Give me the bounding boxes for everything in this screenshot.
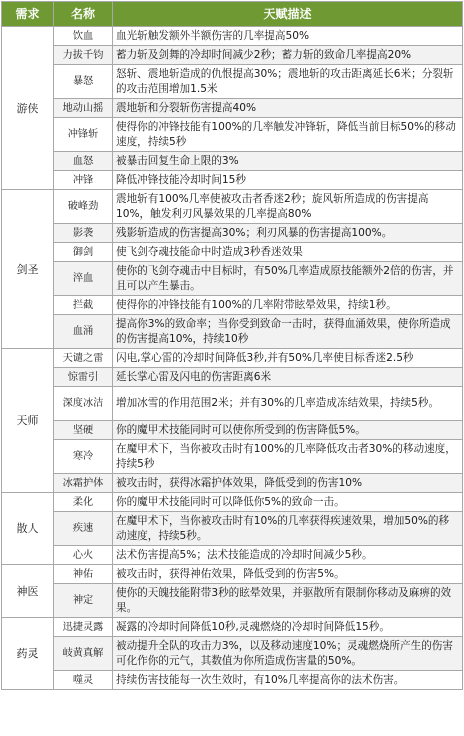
- talent-description-cell: 延长掌心雷及闪电的伤害距离6米: [113, 368, 463, 387]
- table-row: [2, 546, 463, 565]
- talent-name-cell: 岐黄真解: [54, 637, 113, 671]
- talent-description-cell: 持续伤害技能每一次生效时，有10%几率提高你的法术伤害。: [113, 671, 463, 690]
- table-row: [2, 493, 463, 512]
- talent-description-cell: 使你的天魄技能附带3秒的眩晕效果，并驱散所有限制你移动及麻痹的效果。: [113, 584, 463, 618]
- class-group: [2, 565, 463, 618]
- table-row: [2, 118, 463, 152]
- talent-description-cell: 使飞剑夺魂技能命中时造成3秒香迷效果: [113, 243, 463, 262]
- talent-name-cell: 冰霜护体: [54, 474, 113, 493]
- talent-description-cell: 增加冰雪的作用范围2米；并有30%的几率造成冻结效果，持续5秒。: [113, 387, 463, 421]
- talent-description-cell: 怒斩、震地斩造成的仇恨提高30%；震地斩的攻击距离延长6米；分裂斩的攻击范围增加1.5米: [113, 65, 463, 99]
- talent-description-cell: 在魔甲术下，当你被攻击时有10%的几率获得疾速效果，增加50%的移动速度，持续5秒。: [113, 512, 463, 546]
- class-name-cell: 天师: [2, 349, 54, 493]
- table-row: [2, 671, 463, 690]
- talent-description-cell: 被攻击时，获得神佑效果，降低受到的伤害5%。: [113, 565, 463, 584]
- table-row: [2, 46, 463, 65]
- talent-name-cell: 神定: [54, 584, 113, 618]
- talent-name-cell: 暴怒: [54, 65, 113, 99]
- talent-name-cell: 坚硬: [54, 421, 113, 440]
- table-row: [2, 171, 463, 190]
- table-row: [2, 190, 463, 224]
- talent-description-cell: 法术伤害提高5%；法术技能造成的冷却时间减少5秒。: [113, 546, 463, 565]
- talent-name-cell: 淬血: [54, 262, 113, 296]
- table-row: [2, 243, 463, 262]
- table-row: [2, 349, 463, 368]
- talent-description-cell: 使你的飞剑夺魂击中目标时，有50%几率造成原技能额外2倍的伤害，并且可以产生暴击。: [113, 262, 463, 296]
- talent-name-cell: 心火: [54, 546, 113, 565]
- table-row: [2, 224, 463, 243]
- talent-name-cell: 神佑: [54, 565, 113, 584]
- class-name-cell: 神医: [2, 565, 54, 618]
- talent-description-cell: 震地斩和分裂斩伤害提高40%: [113, 99, 463, 118]
- talent-description-cell: 被暴击回复生命上限的3%: [113, 152, 463, 171]
- class-group: [2, 27, 463, 190]
- talent-description-cell: 在魔甲术下，当你被攻击时有100%的几率降低攻击者30%的移动速度，持续5秒: [113, 440, 463, 474]
- table-row: [2, 65, 463, 99]
- talent-name-cell: 寒冷: [54, 440, 113, 474]
- talent-name-cell: 地动山摇: [54, 99, 113, 118]
- class-name-cell: 游侠: [2, 27, 54, 190]
- class-name-cell: 药灵: [2, 618, 54, 690]
- talent-name-cell: 疾速: [54, 512, 113, 546]
- class-name-cell: 剑圣: [2, 190, 54, 349]
- table-row: [2, 637, 463, 671]
- table-row: [2, 421, 463, 440]
- talent-description-cell: 使得你的冲锋技能有100%的几率附带眩晕效果，持续1秒。: [113, 296, 463, 315]
- talent-description-cell: 蓄力斩及剑舞的冷却时间减少2秒；蓄力斩的致命几率提高20%: [113, 46, 463, 65]
- talent-name-cell: 迅捷灵露: [54, 618, 113, 637]
- table-row: [2, 296, 463, 315]
- talent-name-cell: 深度冰洁: [54, 387, 113, 421]
- table-row: [2, 565, 463, 584]
- talent-name-cell: 拦截: [54, 296, 113, 315]
- talent-description-cell: 降低冲锋技能冷却时间15秒: [113, 171, 463, 190]
- class-group: [2, 493, 463, 565]
- table-row: [2, 368, 463, 387]
- table-header: [2, 2, 463, 27]
- talent-description-cell: 凝露的冷却时间降低10秒,灵魂燃烧的冷却时间降低15秒。: [113, 618, 463, 637]
- table-row: [2, 512, 463, 546]
- table-row: [2, 99, 463, 118]
- header-class: 需求: [2, 2, 54, 27]
- talent-table: [1, 1, 463, 690]
- talent-description-cell: 提高你3%的致命率；当你受到致命一击时，获得血涌效果，使你所造成的伤害提高10%，持续10秒: [113, 315, 463, 349]
- talent-name-cell: 力拔千钧: [54, 46, 113, 65]
- header-name: 名称: [54, 2, 113, 27]
- talent-name-cell: 冲锋: [54, 171, 113, 190]
- talent-name-cell: 破峰劲: [54, 190, 113, 224]
- talent-name-cell: 柔化: [54, 493, 113, 512]
- talent-name-cell: 饮血: [54, 27, 113, 46]
- class-group: [2, 190, 463, 349]
- talent-description-cell: 使得你的冲锋技能有100%的几率触发冲锋斩，降低当前目标50%的移动速度，持续5秒: [113, 118, 463, 152]
- talent-name-cell: 冲锋斩: [54, 118, 113, 152]
- class-name-cell: 散人: [2, 493, 54, 565]
- talent-name-cell: 惊雷引: [54, 368, 113, 387]
- talent-name-cell: 天谴之雷: [54, 349, 113, 368]
- talent-description-cell: 震地斩有100%几率使被攻击者香迷2秒；旋风斩所造成的伤害提高10%，触发利刃风暴效果的几率提高80%: [113, 190, 463, 224]
- talent-description-cell: 血光斩触发额外半额伤害的几率提高50%: [113, 27, 463, 46]
- table-row: [2, 27, 463, 46]
- talent-description-cell: 你的魔甲术技能同时可以降低你5%的致命一击。: [113, 493, 463, 512]
- talent-description-cell: 闪电,掌心雷的冷却时间降低3秒,并有50%几率使目标香迷2.5秒: [113, 349, 463, 368]
- talent-description-cell: 残影斩造成的伤害提高30%；利刃风暴的伤害提高100%。: [113, 224, 463, 243]
- header-row: [2, 2, 463, 27]
- header-description: 天赋描述: [113, 2, 463, 27]
- talent-name-cell: 御剑: [54, 243, 113, 262]
- class-group: [2, 349, 463, 493]
- table-row: [2, 618, 463, 637]
- talent-description-cell: 你的魔甲术技能同时可以使你所受到的伤害降低5%。: [113, 421, 463, 440]
- talent-name-cell: 血涌: [54, 315, 113, 349]
- talent-description-cell: 被攻击时，获得冰霜护体效果，降低受到的伤害10%: [113, 474, 463, 493]
- talent-name-cell: 噬灵: [54, 671, 113, 690]
- table-row: [2, 387, 463, 421]
- table-row: [2, 474, 463, 493]
- talent-name-cell: 血怒: [54, 152, 113, 171]
- talent-name-cell: 影袭: [54, 224, 113, 243]
- table-row: [2, 584, 463, 618]
- table-row: [2, 440, 463, 474]
- class-group: [2, 618, 463, 690]
- talent-description-cell: 被动提升全队的攻击力3%，以及移动速度10%；灵魂燃烧所产生的伤害可化作你的元气，其数值为你所造成伤害量的50%。: [113, 637, 463, 671]
- table-row: [2, 315, 463, 349]
- table-row: [2, 152, 463, 171]
- table-row: [2, 262, 463, 296]
